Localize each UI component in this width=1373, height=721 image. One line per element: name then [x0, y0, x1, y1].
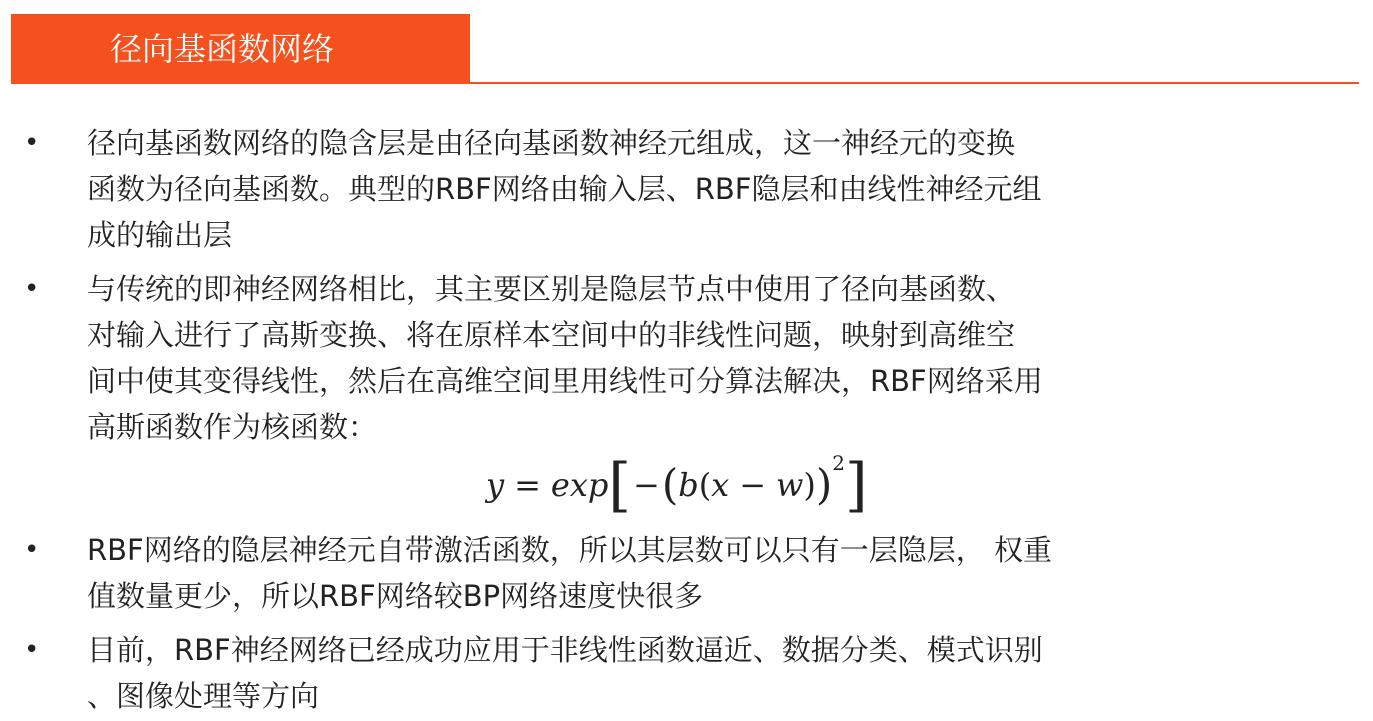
formula-w: w [776, 466, 804, 504]
formula-right-bracket: ] [845, 451, 868, 519]
bullet-2-line-1: 与传统的即神经网络相比，其主要区别是隐层节点中使用了径向基函数、 [87, 272, 1016, 306]
bullet-dot-icon: • [24, 535, 40, 565]
bullet-3-line-1: RBF网络的隐层神经元自带激活函数，所以其层数可以只有一层隐层， 权重 [87, 533, 1052, 567]
bullet-4-line-2: 、图像处理等方向 [87, 679, 320, 713]
bullet-3-line-2: 值数量更少，所以RBF网络较BP网络速度快很多 [87, 579, 704, 613]
gaussian-kernel-formula [486, 453, 868, 517]
formula-left-paren-outer: ( [661, 460, 679, 509]
page-title: 径向基函数网络 [110, 30, 335, 68]
bullet-4-line-1: 目前，RBF神经网络已经成功应用于非线性函数逼近、数据分类、模式识别 [87, 633, 1043, 667]
bullet-2-line-2: 对输入进行了高斯变换、将在原样本空间中的非线性问题，映射到高维空 [87, 318, 1016, 352]
formula-left-bracket: [ [608, 451, 631, 519]
bullet-dot-icon: • [24, 274, 40, 304]
bullet-1-line-1: 径向基函数网络的隐含层是由径向基函数神经元组成，这一神经元的变换 [87, 126, 1016, 160]
formula-right-paren-inner: ) [803, 466, 816, 504]
bullet-2-line-4: 高斯函数作为核函数： [87, 410, 378, 444]
bullet-1-line-2: 函数为径向基函数。典型的RBF网络由输入层、RBF隐层和由线性神经元组 [87, 172, 1042, 206]
formula-right-paren-outer: ) [815, 460, 833, 509]
formula-exponent: 2 [832, 451, 846, 475]
formula-b: b [678, 466, 699, 504]
bullet-2-line-3: 间中使其变得线性，然后在高维空间里用线性可分算法解决，RBF网络采用 [87, 364, 1043, 398]
formula-x: x [711, 466, 730, 504]
title-divider [470, 82, 1359, 84]
formula-lhs: y [486, 466, 505, 504]
formula-equals: = [514, 466, 541, 504]
bullet-dot-icon: • [24, 128, 40, 158]
formula-minus: − [633, 466, 660, 504]
bullet-1-line-3: 成的输出层 [87, 218, 233, 252]
formula-func: exp [550, 466, 609, 504]
formula-subtract: − [739, 466, 767, 504]
formula-left-paren-inner: ( [698, 466, 712, 504]
bullet-dot-icon: • [24, 635, 40, 665]
